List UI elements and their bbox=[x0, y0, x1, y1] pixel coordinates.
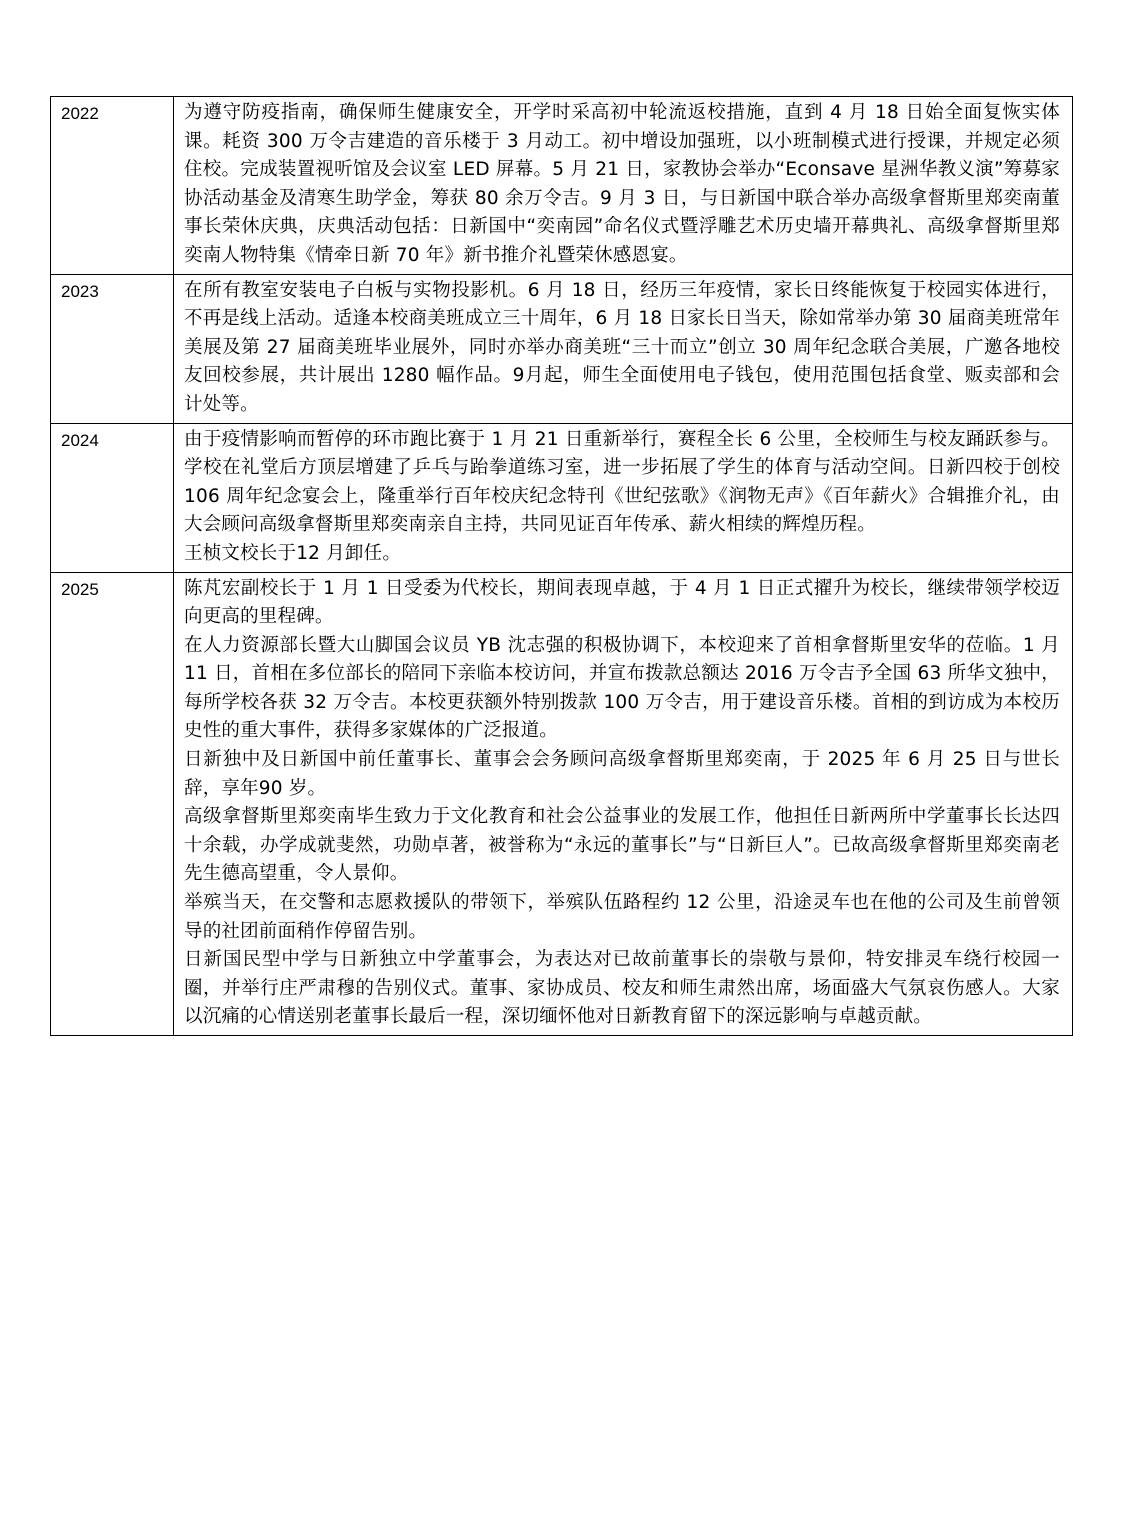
event-paragraph: 陈芃宏副校长于 1 月 1 日受委为代校长，期间表现卓越，于 4 月 1 日正式擢升为校长，继续带领学校迈向更高的里程碑。 bbox=[184, 577, 1060, 628]
events-cell bbox=[174, 97, 1073, 275]
timeline-row-2022 bbox=[51, 97, 1073, 275]
event-paragraph: 日新国民型中学与日新独立中学董事会，为表达对已故前董事长的崇敬与景仰，特安排灵车绕行校园一圈，并举行庄严肃穆的告别仪式。董事、家协成员、校友和师生肃然出席，场面盛大气氛哀伤感人。大家以沉痛的心情送别老董事长最后一程，深切缅怀他对日新教育留下的深远影响与卓越贡献。 bbox=[184, 949, 1060, 1028]
event-paragraph: 由于疫情影响而暂停的环市跑比赛于 1 月 21 日重新举行，赛程全长 6 公里，全校师生与校友踊跃参与。学校在礼堂后方顶层增建了乒乓与跆拳道练习室，进一步拓展了学生的体育与活动空间。日新四校于创校 106 周年纪念宴会上，隆重举行百年校庆纪念特刊《世纪弦歌》《润物无声》《百年薪火》合辑推介礼，由大会顾问高级拿督斯里郑奕南亲自主持，共同见证百年传承、薪火相续的辉煌历程。 bbox=[184, 428, 1060, 536]
year-cell: 2022 bbox=[51, 97, 174, 275]
events-cell bbox=[174, 572, 1073, 1036]
timeline-row-2025 bbox=[51, 572, 1073, 1036]
event-paragraph: 高级拿督斯里郑奕南毕生致力于文化教育和社会公益事业的发展工作，他担任日新两所中学董事长长达四十余载，办学成就斐然，功勋卓著，被誉称为“永远的董事长”与“日新巨人”。已故高级拿督斯里郑奕南老先生德高望重，令人景仰。 bbox=[184, 806, 1060, 885]
event-paragraph: 在所有教室安装电子白板与实物投影机。6 月 18 日，经历三年疫情，家长日终能恢复于校园实体进行，不再是线上活动。适逢本校商美班成立三十周年，6 月 18 日家长日当天，除如常举办第 30 届商美班常年美展及第 27 届商美班毕业展外，同时亦举办商美班“三十而立”创立 30 周年纪念联合美展，广邀各地校友回校参展，共计展出 1280 幅作品。9月起，师生全面使用电子钱包，使用范围包括食堂、贩卖部和会计处等。 bbox=[184, 279, 1060, 415]
timeline-row-2024 bbox=[51, 423, 1073, 572]
year-cell: 2024 bbox=[51, 423, 174, 572]
events-cell bbox=[174, 274, 1073, 423]
year-cell: 2025 bbox=[51, 572, 174, 1036]
timeline-row-2023 bbox=[51, 274, 1073, 423]
event-paragraph: 王桢文校长于12 月卸任。 bbox=[184, 542, 402, 564]
year-cell: 2023 bbox=[51, 274, 174, 423]
event-paragraph: 为遵守防疫指南，确保师生健康安全，开学时采高初中轮流返校措施，直到 4 月 18 日始全面复恢实体课。耗资 300 万令吉建造的音乐楼于 3 月动工。初中增设加强班，以小班制模式进行授课，并规定必须住校。完成装置视听馆及会议室 LED 屏幕。5 月 21 日，家教协会举办“Econsave 星洲华教义演”筹募家协活动基金及清寒生助学金，筹获 80 余万令吉。9 月 3 日，与日新国中联合举办高级拿督斯里郑奕南董事长荣休庆典，庆典活动包括：日新国中“奕南园”命名仪式暨浮雕艺术历史墙开幕典礼、高级拿督斯里郑奕南人物特集《情牵日新 70 年》新书推介礼暨荣休感恩宴。 bbox=[184, 102, 1060, 266]
event-paragraph: 举殡当天，在交警和志愿救援队的带领下，举殡队伍路程约 12 公里，沿途灵车也在他的公司及生前曾领导的社团前面稍作停留告别。 bbox=[184, 892, 1060, 942]
school-history-table bbox=[50, 96, 1073, 1036]
events-cell bbox=[174, 423, 1073, 572]
event-paragraph: 在人力资源部长暨大山脚国会议员 YB 沈志强的积极协调下，本校迎来了首相拿督斯里安华的莅临。1 月 11 日，首相在多位部长的陪同下亲临本校访问，并宣布拨款总额达 2016 万令吉予全国 63 所华文独中，每所学校各获 32 万令吉。本校更获额外特别拨款 100 万令吉，用于建设音乐楼。首相的到访成为本校历史性的重大事件，获得多家媒体的广泛报道。 bbox=[184, 634, 1060, 742]
event-paragraph: 日新独中及日新国中前任董事长、董事会会务顾问高级拿督斯里郑奕南，于 2025 年 6 月 25 日与世长辞，享年90 岁。 bbox=[184, 749, 1060, 799]
